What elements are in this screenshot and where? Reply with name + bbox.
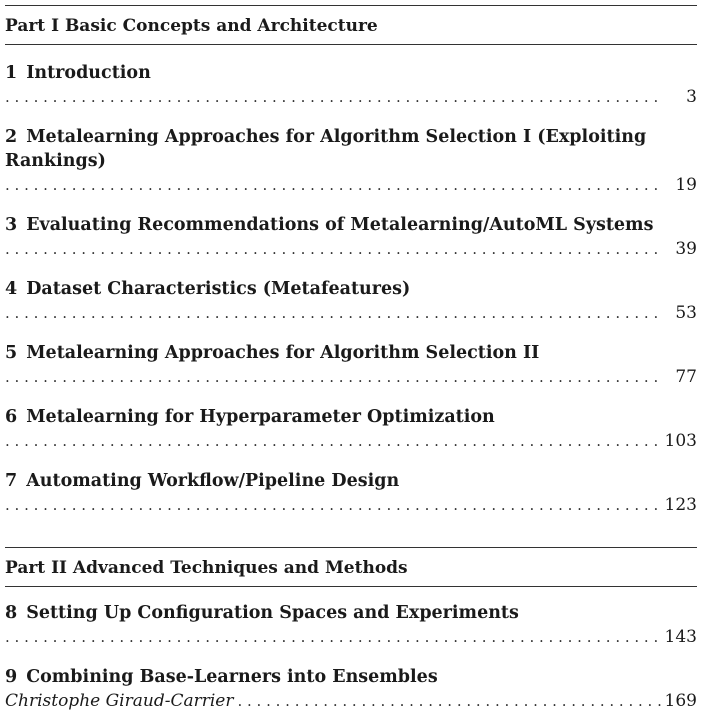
page-number: 169 <box>664 691 697 711</box>
dot-leader <box>5 85 661 109</box>
chapter-title-text: Automating Workflow/Pipeline Design <box>26 471 400 491</box>
chapter-title <box>5 125 697 173</box>
page-number: 53 <box>675 303 697 323</box>
leader-row <box>5 365 697 389</box>
dot-leader <box>237 689 661 713</box>
leader-row <box>5 237 697 261</box>
chapter-title <box>5 601 697 625</box>
chapter-number: 6 <box>5 407 18 427</box>
dot-leader <box>5 365 661 389</box>
part-title: Part I Basic Concepts and Architecture <box>5 16 378 36</box>
chapter-number: 7 <box>5 471 18 491</box>
chapter-title-text: Dataset Characteristics (Metafeatures) <box>26 279 411 299</box>
toc-entry-chapter-6[interactable] <box>5 405 697 453</box>
leader-row <box>5 493 697 517</box>
page-number: 123 <box>664 495 697 515</box>
chapter-title-text: Metalearning Approaches for Algorithm Selection I (Exploiting Rankings) <box>5 127 647 171</box>
chapter-number: 5 <box>5 343 18 363</box>
page-number: 143 <box>664 627 697 647</box>
chapter-title-text: Combining Base-Learners into Ensembles <box>26 667 438 687</box>
leader-row <box>5 85 697 109</box>
part-title: Part II Advanced Techniques and Methods <box>5 558 408 578</box>
chapter-title <box>5 341 697 365</box>
toc-entry-chapter-7[interactable] <box>5 469 697 517</box>
chapter-title <box>5 665 697 689</box>
part-header-1 <box>5 5 697 45</box>
chapter-title-text: Introduction <box>26 63 151 83</box>
dot-leader <box>5 237 661 261</box>
leader-row <box>5 625 697 649</box>
chapter-title-text: Metalearning for Hyperparameter Optimization <box>26 407 495 427</box>
dot-leader <box>5 173 661 197</box>
dot-leader <box>5 625 661 649</box>
toc-entry-chapter-2[interactable] <box>5 125 697 197</box>
toc-entry-chapter-4[interactable] <box>5 277 697 325</box>
leader-row <box>5 301 697 325</box>
chapter-number: 4 <box>5 279 18 299</box>
chapter-title <box>5 469 697 493</box>
chapter-number: 8 <box>5 603 18 623</box>
chapter-number: 1 <box>5 63 18 83</box>
dot-leader <box>5 429 661 453</box>
chapter-number: 2 <box>5 127 18 147</box>
page-number: 19 <box>675 175 697 195</box>
toc-entry-chapter-9[interactable] <box>5 665 697 713</box>
chapter-title-text: Evaluating Recommendations of Metalearning/AutoML Systems <box>26 215 654 235</box>
toc-entry-chapter-5[interactable] <box>5 341 697 389</box>
page-number: 3 <box>686 87 697 107</box>
chapter-title <box>5 277 697 301</box>
chapter-title-text: Metalearning Approaches for Algorithm Selection II <box>26 343 540 363</box>
toc-entry-chapter-8[interactable] <box>5 601 697 649</box>
table-of-contents <box>5 0 697 713</box>
toc-entry-chapter-1[interactable] <box>5 61 697 109</box>
dot-leader <box>5 493 661 517</box>
chapter-title <box>5 61 697 85</box>
chapter-title <box>5 405 697 429</box>
leader-row <box>5 173 697 197</box>
page-number: 103 <box>664 431 697 451</box>
dot-leader <box>5 301 661 325</box>
chapter-number: 9 <box>5 667 18 687</box>
leader-row <box>5 689 697 713</box>
page-number: 39 <box>675 239 697 259</box>
chapter-title <box>5 213 697 237</box>
toc-entry-chapter-3[interactable] <box>5 213 697 261</box>
page-number: 77 <box>675 367 697 387</box>
leader-row <box>5 429 697 453</box>
part-header-2 <box>5 547 697 587</box>
chapter-number: 3 <box>5 215 18 235</box>
chapter-title-text: Setting Up Configuration Spaces and Experiments <box>26 603 519 623</box>
chapter-author: Christophe Giraud-Carrier <box>5 691 234 711</box>
